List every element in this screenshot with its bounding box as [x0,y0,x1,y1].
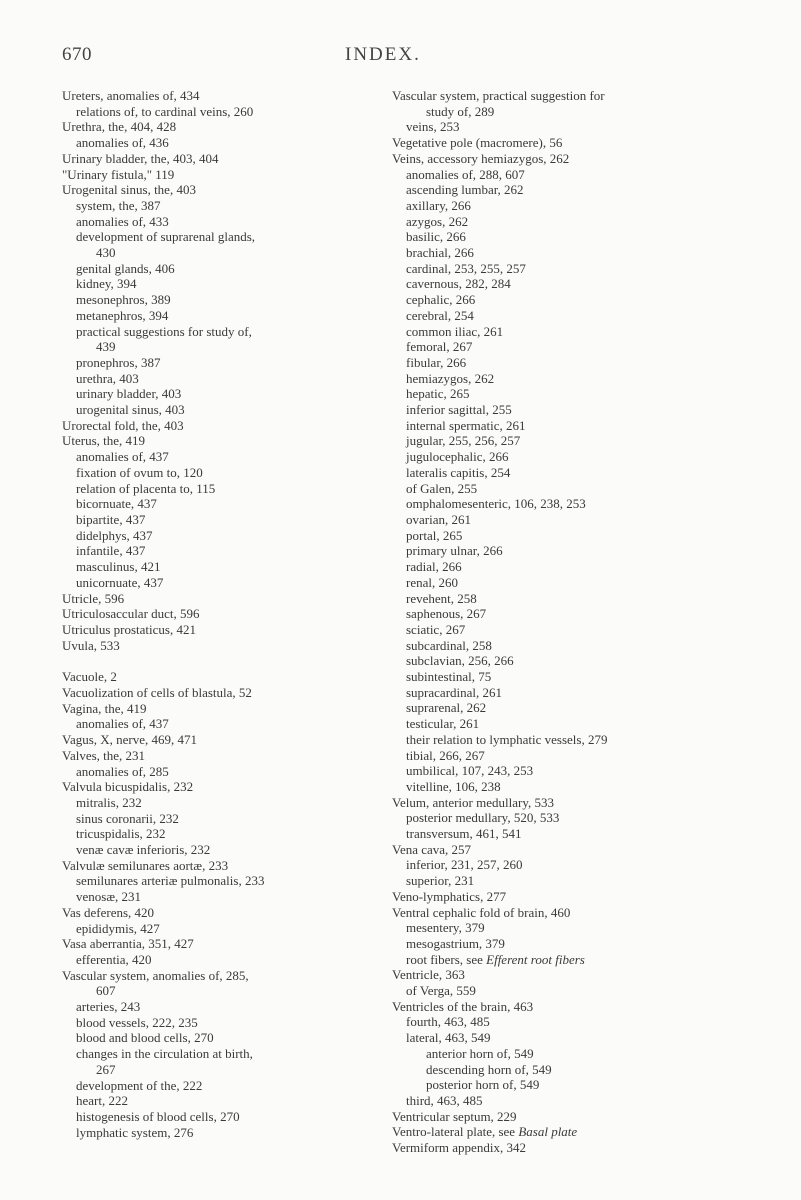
index-entry: Velum, anterior medullary, 533 [392,794,554,810]
index-subentry: of Verga, 559 [406,983,476,999]
index-subentry: superior, 231 [406,873,475,889]
index-entry: Ventricle, 363 [392,967,465,983]
index-subentry: anomalies of, 433 [76,213,169,229]
index-subentry: inferior, 231, 257, 260 [406,857,523,873]
index-entry: Veno-lymphatics, 277 [392,888,507,904]
index-subentry: saphenous, 267 [406,606,487,622]
index-subentry: internal spermatic, 261 [406,417,526,433]
index-subentry: umbilical, 107, 243, 253 [406,763,534,779]
index-subentry: blood and blood cells, 270 [76,1030,214,1046]
index-subentry: 267 [96,1061,116,1077]
index-subentry: histogenesis of blood cells, 270 [76,1109,240,1124]
index-entry: Utriculus prostaticus, 421 [62,621,196,637]
index-entry: Vagina, the, 419 [62,700,147,716]
index-subentry: subintestinal, 75 [406,669,492,685]
running-title: INDEX. [345,44,421,65]
index-subentry: cavernous, 282, 284 [406,276,511,292]
index-entry: Urinary bladder, the, 403, 404 [62,150,219,166]
index-entry: Vegetative pole (macromere), 56 [392,135,563,151]
index-subentry: renal, 260 [406,574,458,590]
index-subentry: mesogastrium, 379 [406,935,505,951]
index-subentry: mitralis, 232 [76,794,142,810]
index-subentry: anomalies of, 437 [76,449,169,465]
index-subentry: fibular, 266 [406,354,467,370]
index-entry: Ventral cephalic fold of brain, 460 [392,904,571,920]
index-subentry: 439 [96,339,116,355]
index-subentry: changes in the circulation at birth, [76,1046,253,1062]
index-entry: Veins, accessory hemiazygos, 262 [392,150,570,166]
index-entry: Ventricles of the brain, 463 [392,998,534,1014]
index-entry: "Urinary fistula," 119 [62,166,175,182]
index-subentry: practical suggestions for study of, [76,323,252,339]
index-subentry: didelphys, 437 [76,527,153,543]
index-entry: Utriculosaccular duct, 596 [62,606,200,622]
index-subentry: of Galen, 255 [406,480,478,496]
index-subentry: lymphatic system, 276 [76,1124,194,1140]
index-subentry: ascending lumbar, 262 [406,182,524,198]
index-subentry: azygos, 262 [406,213,469,229]
index-entry: Valvula bicuspidalis, 232 [62,779,194,795]
index-subentry: relation of placenta to, 115 [76,480,216,496]
index-subentry: cerebral, 254 [406,307,474,323]
index-entry: Vacuole, 2 [62,669,117,685]
index-subentry: femoral, 267 [406,339,473,355]
index-subentry: fixation of ovum to, 120 [76,464,203,480]
page-number: 670 [62,44,92,65]
index-subentry: urinary bladder, 403 [76,386,182,402]
index-subentry: radial, 266 [406,559,462,575]
index-subentry: basilic, 266 [406,229,466,245]
index-subentry: tibial, 266, 267 [406,747,485,763]
index-subentry: hemiazygos, 262 [406,370,495,386]
index-subentry: bicornuate, 437 [76,496,157,512]
index-section-gap [62,653,384,669]
index-subentry: heart, 222 [76,1093,128,1109]
index-subentry: arteries, 243 [76,999,141,1015]
index-subentry: bipartite, 437 [76,511,146,527]
index-subentry: study of, 289 [426,103,495,119]
index-subentry: testicular, 261 [406,716,480,732]
index-subentry: cephalic, 266 [406,292,476,308]
index-subentry: metanephros, 394 [76,307,169,323]
index-subentry: relations of, to cardinal veins, 260 [76,103,254,119]
index-subentry: mesentery, 379 [406,920,485,936]
index-subentry: urethra, 403 [76,370,139,386]
index-subentry: tricuspidalis, 232 [76,826,166,842]
index-subentry: brachial, 266 [406,245,474,261]
index-subentry: veins, 253 [406,119,460,135]
index-entry: Uterus, the, 419 [62,433,146,449]
page-header [0,0,801,75]
index-subentry: sinus coronarii, 232 [76,810,179,826]
index-entry: Vasa aberrantia, 351, 427 [62,936,194,952]
index-entry: Urogenital sinus, the, 403 [62,182,196,198]
index-entry: Urorectal fold, the, 403 [62,417,184,433]
index-subentry: anomalies of, 436 [76,135,169,151]
index-entry: Urethra, the, 404, 428 [62,119,177,135]
index-entry: Vagus, X, nerve, 469, 471 [62,732,198,748]
index-subentry: jugulocephalic, 266 [406,449,509,465]
index-subentry: development of the, 222 [76,1077,203,1093]
index-subentry: anterior horn of, 549 [426,1045,534,1061]
index-subentry: posterior horn of, 549 [426,1077,540,1093]
index-entry: Vena cava, 257 [392,841,472,857]
index-subentry: subcardinal, 258 [406,637,492,653]
index-subentry: root fibers, see Efferent root fibers [406,951,585,967]
index-column-right [392,88,792,1156]
index-subentry: 607 [96,983,116,999]
index-subentry: anomalies of, 285 [76,763,169,779]
index-subentry: suprarenal, 262 [406,700,487,716]
index-subentry: blood vessels, 222, 235 [76,1014,198,1030]
index-subentry: ovarian, 261 [406,511,471,527]
cross-reference: Efferent root fibers [486,951,585,967]
index-entry: Valvulæ semilunares aortæ, 233 [62,857,229,873]
index-subentry: common iliac, 261 [406,323,504,339]
index-entry: Vacuolization of cells of blastula, 52 [62,685,252,701]
index-subentry: cardinal, 253, 255, 257 [406,260,526,276]
index-subentry: anomalies of, 437 [76,716,169,732]
index-subentry: urogenital sinus, 403 [76,402,185,418]
index-subentry: vitelline, 106, 238 [406,778,501,794]
index-subentry: axillary, 266 [406,197,471,213]
index-subentry: anomalies of, 288, 607 [406,166,525,182]
cross-reference: Basal plate [518,1124,578,1140]
index-subentry: their relation to lymphatic vessels, 279 [406,731,608,747]
index-entry: Ureters, anomalies of, 434 [62,88,200,103]
index-subentry: posterior medullary, 520, 533 [406,810,560,826]
index-entry: Ventro-lateral plate, see Basal plate [392,1124,578,1140]
index-subentry: revehent, 258 [406,590,477,606]
index-subentry: epididymis, 427 [76,920,160,936]
index-subentry: sciatic, 267 [406,621,466,637]
index-subentry: venæ cavæ inferioris, 232 [76,842,211,858]
index-entry: Ventricular septum, 229 [392,1108,517,1124]
index-subentry: descending horn of, 549 [426,1061,552,1077]
index-subentry: semilunares arteriæ pulmonalis, 233 [76,873,265,889]
index-entry: Utricle, 596 [62,590,125,606]
index-subentry: venosæ, 231 [76,889,141,905]
index-subentry: development of suprarenal glands, [76,229,256,245]
index-subentry: transversum, 461, 541 [406,826,522,842]
index-entry: Vas deferens, 420 [62,904,155,920]
index-subentry: 430 [96,245,116,261]
index-subentry: lateral, 463, 549 [406,1030,491,1046]
index-subentry: infantile, 437 [76,543,146,559]
index-subentry: unicornuate, 437 [76,574,164,590]
index-subentry: lateralis capitis, 254 [406,464,511,480]
index-subentry: supracardinal, 261 [406,684,503,700]
index-subentry: omphalomesenteric, 106, 238, 253 [406,496,586,512]
index-subentry: efferentia, 420 [76,951,152,967]
index-entry: Vascular system, practical suggestion for [392,88,605,103]
index-subentry: primary ulnar, 266 [406,543,503,559]
index-subentry: fourth, 463, 485 [406,1014,490,1030]
index-subentry: kidney, 394 [76,276,137,292]
index-entry: Vermiform appendix, 342 [392,1140,526,1156]
index-entry: Uvula, 533 [62,637,120,653]
index-subentry: portal, 265 [406,527,463,543]
index-subentry: hepatic, 265 [406,386,470,402]
index-entry: Vascular system, anomalies of, 285, [62,967,249,983]
index-subentry: genital glands, 406 [76,260,175,276]
index-entry: Valves, the, 231 [62,747,146,763]
index-subentry: jugular, 255, 256, 257 [406,433,521,449]
index-subentry: system, the, 387 [76,197,161,213]
index-subentry: mesonephros, 389 [76,292,171,308]
index-subentry: pronephros, 387 [76,354,161,370]
index-subentry: masculinus, 421 [76,559,161,575]
index-subentry: third, 463, 485 [406,1093,483,1108]
index-subentry: inferior sagittal, 255 [406,402,512,418]
index-column-left [62,88,384,1140]
index-subentry: subclavian, 256, 266 [406,653,514,669]
